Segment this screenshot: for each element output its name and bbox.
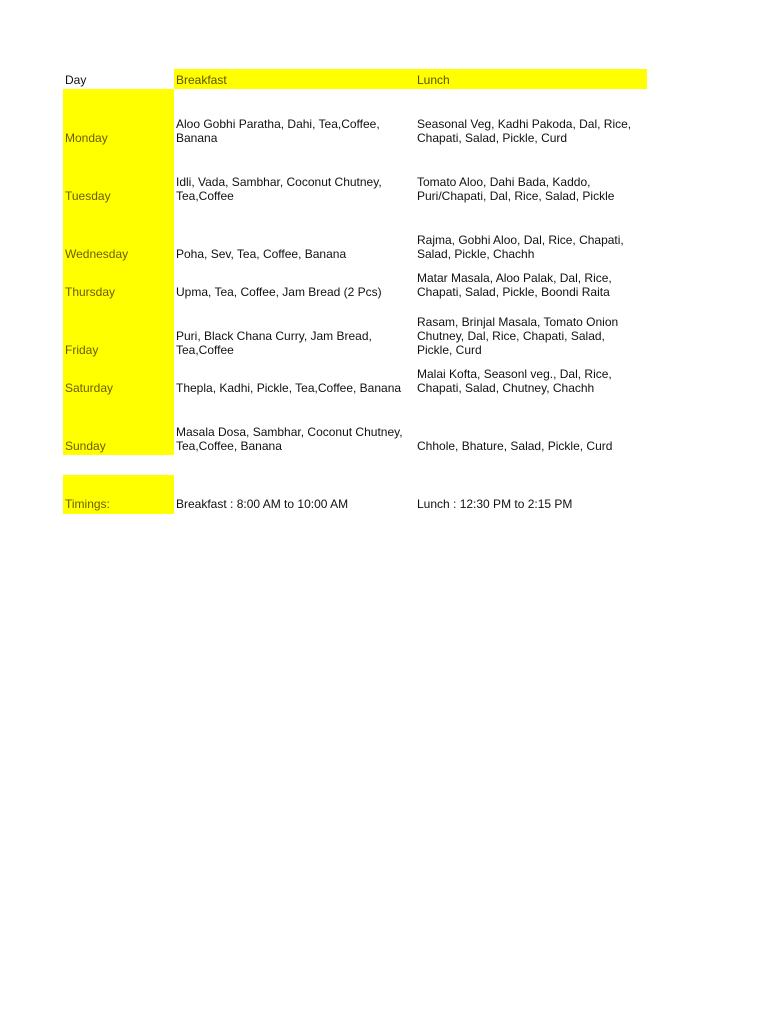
table-row <box>63 205 647 263</box>
breakfast-cell: Aloo Gobhi Paratha, Dahi, Tea,Coffee, Banana <box>176 117 380 145</box>
day-cell-wednesday: Wednesday <box>63 205 174 263</box>
lunch-cell: Rasam, Brinjal Masala, Tomato Onion Chutney, Dal, Rice, Chapati, Salad, Pickle, Curd <box>417 315 619 357</box>
menu-sheet <box>63 67 647 514</box>
day-cell-friday: Friday <box>63 301 174 359</box>
timings-label: Timings: <box>63 475 174 514</box>
breakfast-cell: Thepla, Kadhi, Pickle, Tea,Coffee, Banana <box>176 381 402 395</box>
table-row <box>63 301 647 359</box>
timings-row <box>63 475 647 514</box>
lunch-cell: Rajma, Gobhi Aloo, Dal, Rice, Chapati, Salad, Pickle, Chachh <box>417 233 624 261</box>
table-row <box>63 263 647 301</box>
breakfast-cell: Puri, Black Chana Curry, Jam Bread, Tea,Coffee <box>176 329 372 357</box>
day-cell-monday: Monday <box>63 89 174 147</box>
spacer-row <box>63 455 647 475</box>
day-cell-saturday: Saturday <box>63 359 174 397</box>
breakfast-cell: Poha, Sev, Tea, Coffee, Banana <box>176 247 347 261</box>
breakfast-cell: Masala Dosa, Sambhar, Coconut Chutney, Tea,Coffee, Banana <box>176 425 403 453</box>
breakfast-timing: Breakfast : 8:00 AM to 10:00 AM <box>176 497 349 511</box>
table-row <box>63 397 647 455</box>
header-day: Day <box>65 73 87 87</box>
day-cell-sunday: Sunday <box>63 397 174 455</box>
header-breakfast: Breakfast <box>174 69 415 89</box>
table-row <box>63 359 647 397</box>
day-cell-tuesday: Tuesday <box>63 147 174 205</box>
table-row <box>63 147 647 205</box>
lunch-cell: Chhole, Bhature, Salad, Pickle, Curd <box>417 439 613 453</box>
lunch-timing: Lunch : 12:30 PM to 2:15 PM <box>417 497 573 511</box>
header-row <box>63 67 647 89</box>
breakfast-cell: Idli, Vada, Sambhar, Coconut Chutney, Tea,Coffee <box>176 175 382 203</box>
lunch-cell: Seasonal Veg, Kadhi Pakoda, Dal, Rice, Chapati, Salad, Pickle, Curd <box>417 117 632 145</box>
lunch-cell: Malai Kofta, Seasonl veg., Dal, Rice, Chapati, Salad, Chutney, Chachh <box>417 367 612 395</box>
table-row <box>63 89 647 147</box>
lunch-cell: Tomato Aloo, Dahi Bada, Kaddo, Puri/Chapati, Dal, Rice, Salad, Pickle <box>417 175 615 203</box>
breakfast-cell: Upma, Tea, Coffee, Jam Bread (2 Pcs) <box>176 285 382 299</box>
day-cell-thursday: Thursday <box>63 263 174 301</box>
lunch-cell: Matar Masala, Aloo Palak, Dal, Rice, Chapati, Salad, Pickle, Boondi Raita <box>417 271 612 299</box>
spacer-cell <box>63 455 174 475</box>
header-lunch: Lunch <box>415 69 647 89</box>
